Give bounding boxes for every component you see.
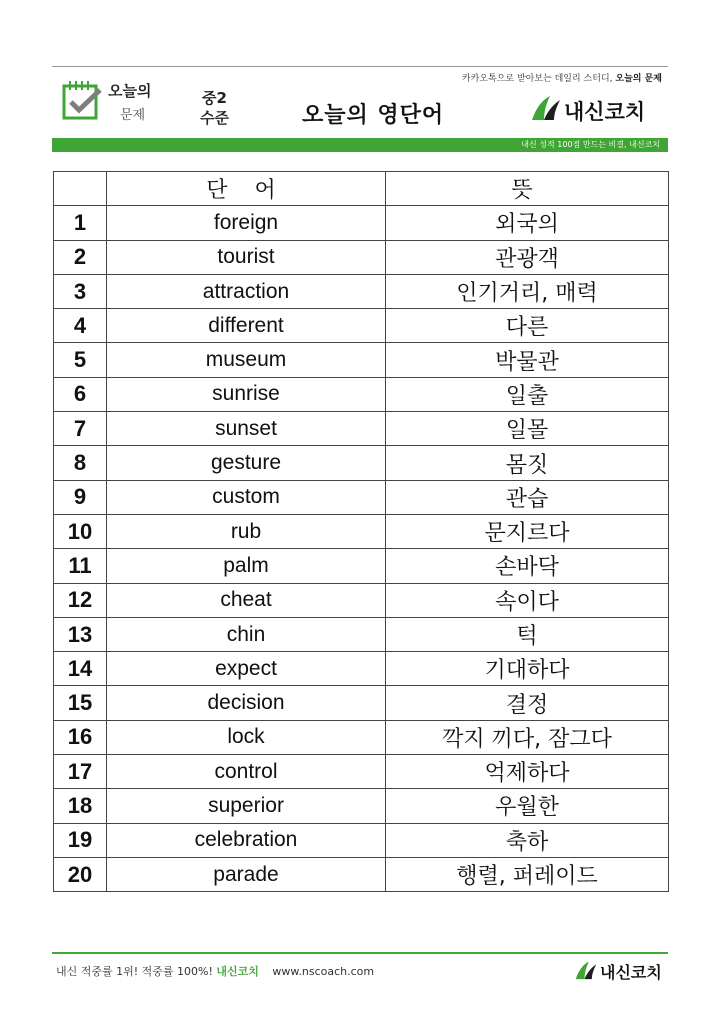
green-banner <box>52 138 668 152</box>
row-number: 16 <box>54 720 107 754</box>
row-number: 12 <box>54 583 107 617</box>
row-word: attraction <box>107 274 386 308</box>
table-row <box>54 240 669 274</box>
top-note <box>462 71 662 84</box>
row-meaning: 관습 <box>386 480 669 514</box>
row-word: superior <box>107 789 386 823</box>
row-meaning: 축하 <box>386 823 669 857</box>
row-word: tourist <box>107 240 386 274</box>
row-word: sunset <box>107 412 386 446</box>
row-meaning: 결정 <box>386 686 669 720</box>
row-word: cheat <box>107 583 386 617</box>
table-row <box>54 274 669 308</box>
row-word: rub <box>107 514 386 548</box>
header-meaning-cell: 뜻 <box>386 172 669 206</box>
row-number: 2 <box>54 240 107 274</box>
row-number: 13 <box>54 617 107 651</box>
table-row <box>54 343 669 377</box>
row-number: 3 <box>54 274 107 308</box>
header-number-cell <box>54 172 107 206</box>
logo-title: 오늘의 <box>108 82 152 100</box>
table-row <box>54 583 669 617</box>
footer-brand-inline: 내신코치 <box>216 965 259 978</box>
row-number: 11 <box>54 549 107 583</box>
table-row <box>54 857 669 891</box>
top-note-bold: 오늘의 문제 <box>615 74 662 84</box>
row-meaning: 턱 <box>386 617 669 651</box>
row-meaning: 억제하다 <box>386 755 669 789</box>
brand-logo <box>530 92 666 128</box>
row-meaning: 행렬, 퍼레이드 <box>386 857 669 891</box>
row-word: decision <box>107 686 386 720</box>
brand-leaf-icon <box>530 94 562 124</box>
row-word: gesture <box>107 446 386 480</box>
logo-subtitle: 문제 <box>120 108 146 123</box>
table-row <box>54 446 669 480</box>
row-word: lock <box>107 720 386 754</box>
row-meaning: 기대하다 <box>386 652 669 686</box>
brand-name: 내신코치 <box>564 100 646 124</box>
footer-brand-logo <box>574 958 674 984</box>
row-meaning: 깍지 끼다, 잠그다 <box>386 720 669 754</box>
row-meaning: 우월한 <box>386 789 669 823</box>
row-number: 18 <box>54 789 107 823</box>
table-row <box>54 686 669 720</box>
table-row <box>54 789 669 823</box>
table-header-row <box>54 172 669 206</box>
table-row <box>54 549 669 583</box>
row-word: museum <box>107 343 386 377</box>
footer-slogan-text: 내신 적중률 1위! 적중률 100%! <box>56 965 213 978</box>
footer-divider <box>52 952 668 954</box>
row-number: 15 <box>54 686 107 720</box>
row-meaning: 관광객 <box>386 240 669 274</box>
table-row <box>54 514 669 548</box>
row-meaning: 박물관 <box>386 343 669 377</box>
row-number: 6 <box>54 377 107 411</box>
row-meaning: 몸짓 <box>386 446 669 480</box>
row-meaning: 손바닥 <box>386 549 669 583</box>
row-number: 5 <box>54 343 107 377</box>
row-number: 19 <box>54 823 107 857</box>
footer-brand-name: 내신코치 <box>600 963 662 982</box>
row-meaning: 다른 <box>386 309 669 343</box>
row-word: parade <box>107 857 386 891</box>
header-word-cell: 단 어 <box>107 172 386 206</box>
row-meaning: 인기거리, 매력 <box>386 274 669 308</box>
row-number: 20 <box>54 857 107 891</box>
table-row <box>54 720 669 754</box>
row-number: 4 <box>54 309 107 343</box>
footer-url[interactable]: www.nscoach.com <box>272 965 375 978</box>
row-word: chin <box>107 617 386 651</box>
row-number: 17 <box>54 755 107 789</box>
row-number: 7 <box>54 412 107 446</box>
row-meaning: 속이다 <box>386 583 669 617</box>
table-row <box>54 755 669 789</box>
row-word: celebration <box>107 823 386 857</box>
table-row <box>54 823 669 857</box>
row-meaning: 문지르다 <box>386 514 669 548</box>
top-note-prefix: 카카오톡으로 받아보는 데일리 스터디, <box>461 74 613 84</box>
row-word: control <box>107 755 386 789</box>
row-number: 8 <box>54 446 107 480</box>
row-number: 10 <box>54 514 107 548</box>
table-row <box>54 377 669 411</box>
header-divider <box>52 66 668 67</box>
row-meaning: 일몰 <box>386 412 669 446</box>
table-row <box>54 652 669 686</box>
table-row <box>54 480 669 514</box>
row-number: 14 <box>54 652 107 686</box>
brand-leaf-icon <box>574 960 598 982</box>
level-grade: 중2 <box>202 89 227 107</box>
level-label <box>200 88 229 128</box>
row-word: palm <box>107 549 386 583</box>
table-row <box>54 617 669 651</box>
vocabulary-table <box>53 171 669 892</box>
calendar-check-icon <box>62 78 102 122</box>
row-meaning: 외국의 <box>386 206 669 240</box>
row-meaning: 일출 <box>386 377 669 411</box>
row-number: 1 <box>54 206 107 240</box>
row-word: sunrise <box>107 377 386 411</box>
page-title: 오늘의 영단어 <box>302 103 445 128</box>
banner-text: 내신 성적 100점 만드는 비결, 내신코치 <box>521 140 660 149</box>
row-number: 9 <box>54 480 107 514</box>
level-word: 수준 <box>200 109 229 127</box>
daily-quiz-logo <box>62 74 172 140</box>
row-word: expect <box>107 652 386 686</box>
row-word: different <box>107 309 386 343</box>
row-word: foreign <box>107 206 386 240</box>
footer-slogan <box>56 963 374 979</box>
row-word: custom <box>107 480 386 514</box>
table-row <box>54 309 669 343</box>
page-header <box>52 66 668 154</box>
table-row <box>54 206 669 240</box>
table-row <box>54 412 669 446</box>
